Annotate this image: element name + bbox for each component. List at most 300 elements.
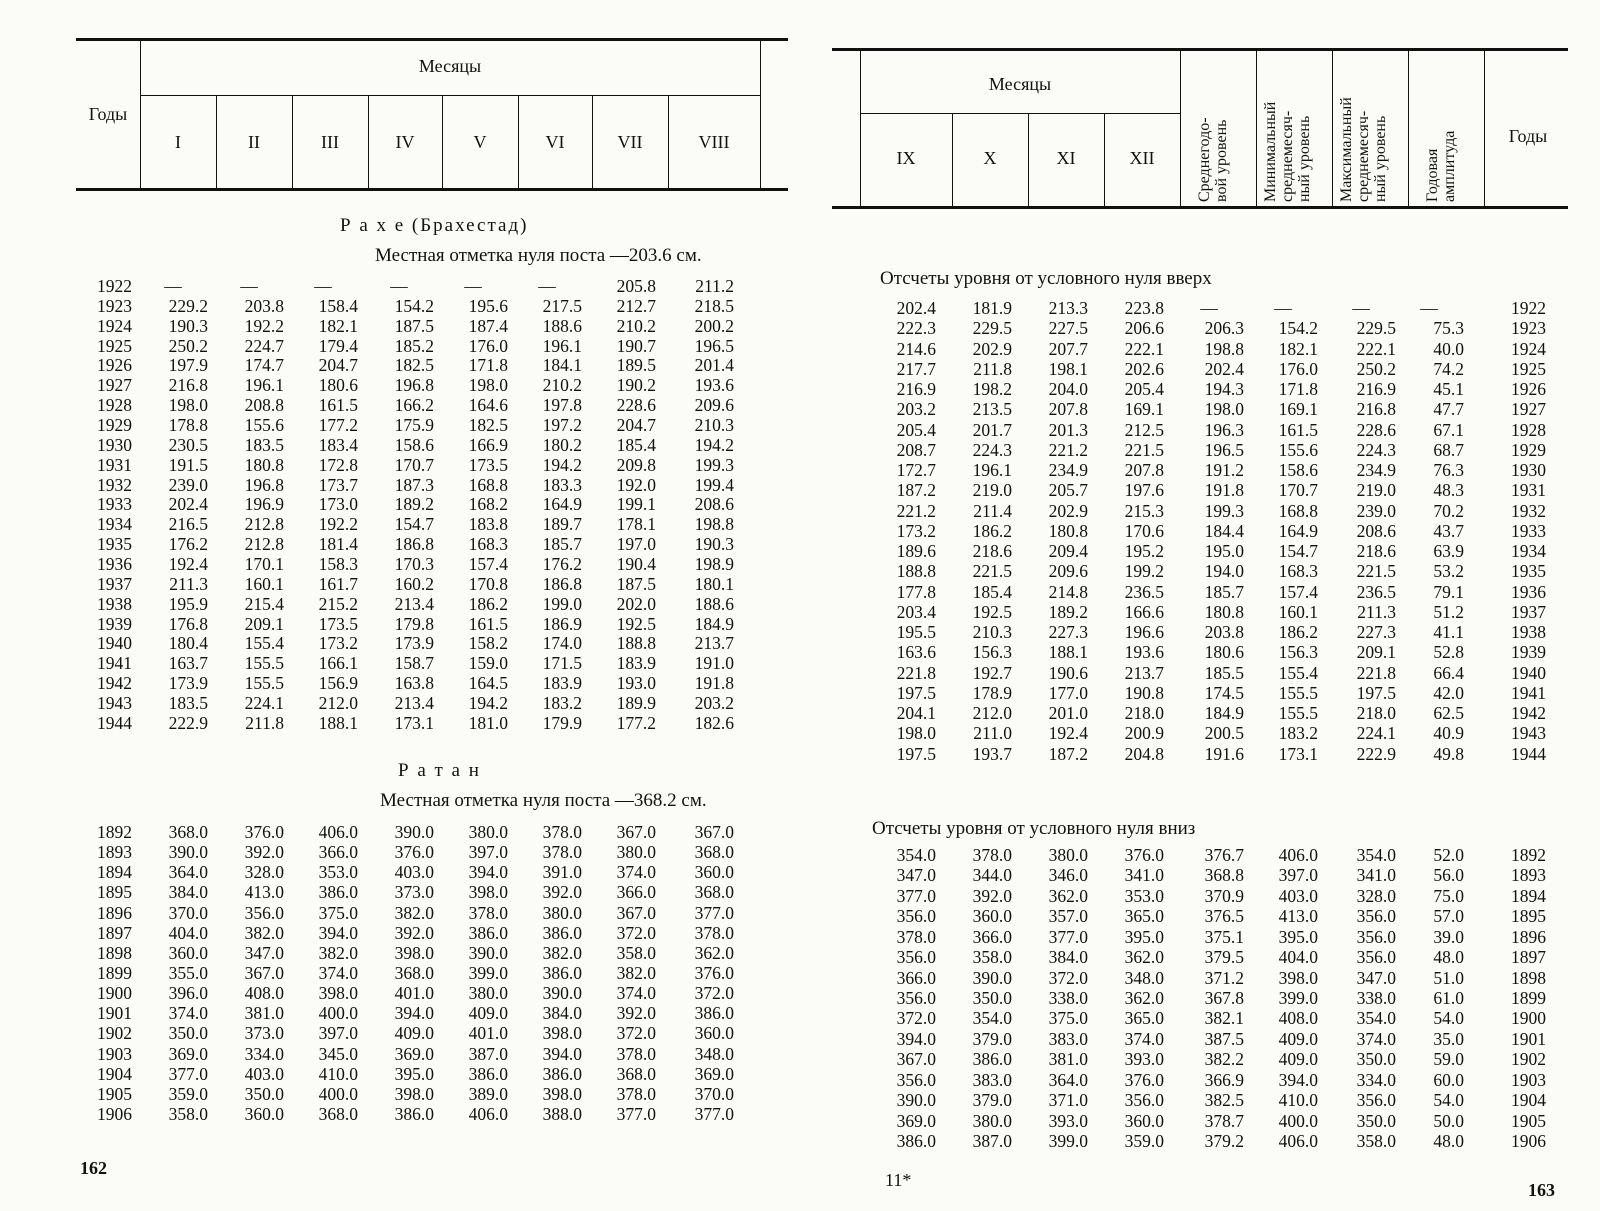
table-cell: 378.0: [896, 926, 936, 947]
table-cell: 328.0: [244, 862, 284, 883]
table-cell: 360.0: [244, 1103, 284, 1124]
table-cell: 392.0: [244, 842, 284, 863]
month-header-iii: III: [321, 132, 339, 152]
table-cell: 390.0: [168, 842, 208, 863]
table-cell: 196.8: [394, 375, 434, 396]
table-cell: 221.5: [1124, 439, 1164, 460]
table-cell: 1894: [97, 862, 132, 883]
table-cell: 170.3: [394, 554, 434, 575]
table-cell: 397.0: [468, 842, 508, 863]
table-cell: 369.0: [896, 1110, 936, 1131]
table-cell: 186.9: [542, 613, 582, 634]
table-cell: 211.4: [973, 500, 1012, 521]
table-cell: 48.0: [1433, 1131, 1464, 1152]
table-row: [860, 683, 1600, 703]
table-cell: 171.8: [468, 355, 508, 376]
table-cell: 368.8: [1204, 865, 1244, 886]
table-cell: 229.5: [972, 318, 1012, 339]
table-cell: 223.8: [1124, 298, 1164, 318]
table-cell: 222.9: [168, 712, 208, 733]
table-cell: 227.3: [1356, 622, 1396, 642]
table-cell: 376.5: [1204, 906, 1244, 927]
table-cell: 394.0: [468, 862, 508, 883]
table-cell: 354.0: [1356, 1008, 1396, 1029]
table-cell: 367.0: [244, 962, 284, 983]
table-cell: 210.3: [972, 622, 1012, 642]
table-cell: 67.1: [1433, 419, 1464, 440]
table-cell: 198.9: [694, 554, 734, 575]
table-row: [860, 318, 1600, 338]
table-cell: 51.2: [1433, 601, 1464, 622]
table-cell: 202.4: [896, 298, 936, 318]
table-cell: 224.3: [1356, 439, 1396, 460]
table-cell: 368.0: [616, 1063, 656, 1084]
table-cell: 374.0: [1124, 1028, 1164, 1049]
table-cell: 195.5: [896, 622, 936, 642]
table-row: [860, 379, 1600, 399]
table-cell: 178.8: [168, 415, 208, 436]
table-cell: 216.8: [168, 375, 208, 396]
table-cell: 395.0: [394, 1063, 434, 1084]
table-cell: 188.1: [1048, 642, 1088, 663]
table-cell: 406.0: [318, 822, 358, 842]
table-cell: 228.6: [616, 395, 656, 416]
table-cell: 392.0: [394, 922, 434, 943]
table-cell: 380.0: [1048, 845, 1088, 865]
table-cell: 372.0: [694, 983, 734, 1004]
table-cell: 180.8: [244, 454, 284, 475]
right-header-month-rule: [860, 113, 1180, 114]
table-cell: 382.0: [616, 962, 656, 983]
table-cell: 188.6: [542, 315, 582, 336]
table-cell: 384.0: [542, 1003, 582, 1024]
table-cell: 394.0: [394, 1003, 434, 1024]
table-cell: 154.2: [394, 295, 434, 316]
table-cell: 379.5: [1204, 947, 1244, 968]
table-cell: 390.0: [896, 1090, 936, 1111]
table-cell: 169.1: [1278, 399, 1318, 420]
table-cell: 201.3: [1048, 419, 1088, 440]
table-row: [860, 541, 1600, 561]
table-cell: 393.0: [1048, 1110, 1088, 1131]
table-cell: 357.0: [1048, 906, 1088, 927]
table-cell: 204.1: [896, 703, 936, 723]
table-cell: 185.2: [394, 335, 434, 356]
table-cell: 221.2: [896, 500, 936, 521]
table-cell: 180.4: [168, 633, 208, 654]
table-cell: 160.1: [244, 573, 284, 594]
station-datum-rahe: Местная отметка нуля поста —203.6 см.: [375, 245, 702, 266]
table-cell: 1942: [1511, 703, 1546, 723]
table-cell: 202.4: [168, 494, 208, 515]
table-cell: 383.0: [972, 1069, 1012, 1090]
table-row: [860, 602, 1600, 622]
table-cell: 1931: [1511, 480, 1546, 501]
table-row: [80, 633, 880, 653]
table-cell: 218.0: [1124, 703, 1164, 723]
table-cell: 183.5: [244, 434, 284, 455]
table-cell: 372.0: [616, 922, 656, 943]
table-cell: 211.3: [1357, 601, 1396, 622]
table-cell: 208.7: [896, 439, 936, 460]
table-row: [80, 963, 880, 983]
table-cell: 39.0: [1433, 926, 1464, 947]
table-cell: 181.9: [972, 298, 1012, 318]
table-cell: 1930: [1511, 460, 1546, 480]
table-cell: 408.0: [244, 983, 284, 1004]
table-cell: 163.6: [896, 642, 936, 663]
table-cell: 408.0: [1278, 1008, 1318, 1029]
month-header-vi: VI: [545, 132, 565, 152]
table-cell: 1938: [1511, 622, 1546, 642]
table-cell: 1927: [1511, 399, 1546, 420]
table-cell: 368.0: [168, 822, 208, 842]
table-cell: 219.0: [1356, 480, 1396, 501]
section-title-downward: Отсчеты уровня от условного нуля вниз: [872, 818, 1196, 839]
table-row: [860, 1090, 1600, 1110]
table-cell: 398.0: [542, 1023, 582, 1044]
table-cell: 338.0: [1356, 988, 1396, 1008]
table-cell: 399.0: [468, 962, 508, 983]
table-cell: 187.2: [1048, 743, 1088, 764]
table-cell: 75.0: [1433, 885, 1464, 906]
table-cell: 183.9: [616, 653, 656, 674]
table-cell: 341.0: [1356, 865, 1396, 886]
table-cell: 380.0: [468, 983, 508, 1004]
table-cell: 168.3: [468, 534, 508, 555]
table-cell: 375.0: [1048, 1008, 1088, 1029]
table-cell: 382.5: [1204, 1090, 1244, 1111]
table-cell: 1902: [1511, 1049, 1546, 1070]
table-cell: 1906: [1511, 1131, 1546, 1152]
table-cell: 201.7: [972, 419, 1012, 440]
table-cell: 195.2: [1124, 541, 1164, 561]
table-cell: 393.0: [1124, 1049, 1164, 1070]
table-cell: 156.9: [318, 673, 358, 694]
table-cell: 379.0: [972, 1090, 1012, 1111]
table-cell: 374.0: [318, 962, 358, 983]
table-row: [860, 642, 1600, 662]
right-months-header: Месяцы: [988, 74, 1052, 94]
table-cell: 54.0: [1433, 1008, 1464, 1029]
table-cell: 154.2: [1278, 318, 1318, 339]
table-cell: 185.4: [972, 581, 1012, 602]
table-cell: 381.0: [244, 1003, 284, 1024]
table-cell: 348.0: [694, 1043, 734, 1064]
table-cell: 382.1: [1204, 1008, 1244, 1029]
table-cell: 184.1: [542, 355, 582, 376]
table-cell: 212.0: [318, 693, 358, 714]
table-cell: 403.0: [394, 862, 434, 883]
table-cell: 190.3: [694, 534, 734, 555]
table-cell: 377.0: [1048, 926, 1088, 947]
table-cell: 1925: [1511, 358, 1546, 379]
table-row: [860, 1049, 1600, 1069]
table-cell: 202.6: [1124, 358, 1164, 379]
table-cell: 410.0: [1278, 1090, 1318, 1111]
table-cell: 168.8: [468, 474, 508, 495]
table-cell: 370.0: [694, 1083, 734, 1104]
table-cell: 1932: [1511, 500, 1546, 521]
table-cell: 1937: [97, 573, 132, 594]
table-cell: 380.0: [468, 822, 508, 842]
table-cell: 398.0: [394, 942, 434, 963]
table-cell: 379.0: [972, 1028, 1012, 1049]
table-cell: 180.6: [1204, 642, 1244, 663]
table-cell: 346.0: [1048, 865, 1088, 886]
table-cell: 353.0: [1124, 885, 1164, 906]
table-cell: 384.0: [1048, 947, 1088, 968]
table-cell: 375.0: [318, 902, 358, 923]
table-cell: 212.5: [1124, 419, 1164, 440]
table-cell: 53.2: [1433, 561, 1464, 582]
table-cell: 192.0: [616, 474, 656, 495]
table-cell: 400.0: [318, 1003, 358, 1024]
table-cell: 409.0: [1278, 1028, 1318, 1049]
table-cell: 347.0: [244, 942, 284, 963]
table-cell: 189.7: [542, 514, 582, 535]
table-cell: 192.4: [1048, 723, 1088, 744]
table-cell: 197.5: [1356, 682, 1396, 703]
table-cell: 206.6: [1124, 318, 1164, 339]
table-cell: 192.7: [972, 662, 1012, 683]
table-cell: 374.0: [616, 862, 656, 883]
table-row: [80, 673, 880, 693]
table-cell: 374.0: [168, 1003, 208, 1024]
table-cell: 360.0: [972, 906, 1012, 927]
table-cell: 221.8: [1356, 662, 1396, 683]
table-cell: 382.0: [244, 922, 284, 943]
table-cell: 382.2: [1204, 1049, 1244, 1070]
table-cell: 156.3: [1278, 642, 1318, 663]
right-header-divider: [1180, 50, 1181, 206]
table-cell: 397.0: [1278, 865, 1318, 886]
table-cell: 183.3: [542, 474, 582, 495]
table-cell: 1892: [97, 822, 132, 842]
table-cell: 234.9: [1356, 460, 1396, 480]
table-cell: 1901: [97, 1003, 132, 1024]
table-cell: 413.0: [1278, 906, 1318, 927]
table-cell: 401.0: [394, 983, 434, 1004]
table-cell: 394.0: [542, 1043, 582, 1064]
table-cell: 177.2: [318, 415, 358, 436]
table-cell: 190.7: [616, 335, 656, 356]
table-cell: 173.9: [168, 673, 208, 694]
table-row: [80, 296, 880, 316]
table-cell: 163.8: [394, 673, 434, 694]
table-cell: 354.0: [1356, 845, 1396, 865]
month-header-iv: IV: [395, 132, 415, 152]
table-cell: 168.8: [1278, 500, 1318, 521]
table-cell: 195.6: [468, 295, 508, 316]
table-cell: 354.0: [896, 845, 936, 865]
table-cell: 409.0: [1278, 1049, 1318, 1070]
right-header-divider: [1256, 50, 1257, 206]
table-row: [860, 703, 1600, 723]
table-cell: 1922: [1511, 298, 1546, 318]
table-row: [860, 622, 1600, 642]
table-cell: 200.2: [694, 315, 734, 336]
table-cell: 193.6: [1124, 642, 1164, 663]
table-cell: 1897: [97, 922, 132, 943]
table-cell: 168.3: [1278, 561, 1318, 582]
table-cell: 186.2: [468, 593, 508, 614]
table-cell: 1895: [97, 882, 132, 903]
table-cell: 1933: [1511, 520, 1546, 541]
table-cell: 218.6: [972, 541, 1012, 561]
table-cell: 173.2: [318, 633, 358, 654]
table-cell: 356.0: [896, 906, 936, 927]
table-cell: 185.5: [1204, 662, 1244, 683]
table-cell: 188.8: [896, 561, 936, 582]
table-cell: 396.0: [168, 983, 208, 1004]
table-cell: 409.0: [468, 1003, 508, 1024]
table-cell: 379.2: [1204, 1131, 1244, 1152]
table-cell: 189.5: [616, 355, 656, 376]
table-cell: 356.0: [1124, 1090, 1164, 1111]
table-cell: 187.4: [468, 315, 508, 336]
table-cell: 380.0: [542, 902, 582, 923]
table-cell: 48.0: [1433, 947, 1464, 968]
table-row: [860, 480, 1600, 500]
table-cell: 196.5: [694, 335, 734, 356]
table-cell: 229.2: [168, 295, 208, 316]
table-cell: 45.1: [1433, 379, 1464, 399]
left-header-month-rule: [140, 95, 760, 96]
table-cell: 386.0: [972, 1049, 1012, 1070]
table-cell: 196.6: [1124, 622, 1164, 642]
table-cell: 369.0: [168, 1043, 208, 1064]
table-cell: 348.0: [1124, 967, 1164, 988]
table-cell: 170.7: [1278, 480, 1318, 501]
table-cell: —: [314, 276, 332, 296]
table-cell: 1903: [97, 1043, 132, 1064]
table-cell: 356.0: [1356, 1090, 1396, 1111]
table-cell: 1905: [97, 1083, 132, 1104]
table-cell: 368.0: [318, 1103, 358, 1124]
table-cell: 381.0: [1048, 1049, 1088, 1070]
table-cell: 370.9: [1204, 885, 1244, 906]
table-cell: 173.1: [1278, 743, 1318, 764]
table-cell: 1937: [1511, 601, 1546, 622]
table-cell: 375.1: [1204, 926, 1244, 947]
table-cell: 197.5: [896, 682, 936, 703]
table-row: [80, 475, 880, 495]
table-cell: 202.4: [1204, 358, 1244, 379]
table-cell: 179.4: [318, 335, 358, 356]
table-cell: 370.0: [168, 902, 208, 923]
table-cell: 338.0: [1048, 988, 1088, 1008]
table-cell: 187.2: [896, 480, 936, 501]
table-cell: 222.1: [1124, 338, 1164, 359]
table-cell: 176.8: [168, 613, 208, 634]
table-cell: 204.8: [1124, 743, 1164, 764]
table-cell: 366.0: [972, 926, 1012, 947]
table-cell: 188.6: [694, 593, 734, 614]
table-cell: 1902: [97, 1023, 132, 1044]
table-row: [860, 1029, 1600, 1049]
table-cell: 194.2: [542, 454, 582, 475]
table-row: [80, 554, 880, 574]
table-row: [80, 1064, 880, 1084]
table-cell: 188.8: [616, 633, 656, 654]
table-cell: 169.1: [1124, 399, 1164, 420]
table-cell: 175.9: [394, 415, 434, 436]
table-cell: 158.7: [394, 653, 434, 674]
table-cell: 164.9: [542, 494, 582, 515]
table-cell: 1924: [97, 315, 132, 336]
table-cell: 228.6: [1356, 419, 1396, 440]
table-cell: 386.0: [896, 1131, 936, 1152]
table-cell: 209.1: [1356, 642, 1396, 663]
table-cell: 392.0: [972, 885, 1012, 906]
table-cell: 395.0: [1124, 926, 1164, 947]
table-cell: 215.3: [1124, 500, 1164, 521]
table-cell: 386.0: [394, 1103, 434, 1124]
table-cell: 170.7: [394, 454, 434, 475]
table-cell: 362.0: [694, 942, 734, 963]
table-cell: 185.7: [1204, 581, 1244, 602]
table-cell: 1901: [1511, 1028, 1546, 1049]
table-row: [80, 1003, 880, 1023]
table-cell: 212.8: [244, 514, 284, 535]
table-cell: 191.6: [1204, 743, 1244, 764]
table-cell: 334.0: [244, 1043, 284, 1064]
table-cell: 376.0: [1124, 1069, 1164, 1090]
table-cell: 154.7: [394, 514, 434, 535]
table-cell: 190.3: [168, 315, 208, 336]
table-cell: 194.2: [694, 434, 734, 455]
table-cell: 187.5: [394, 315, 434, 336]
table-cell: 239.0: [168, 474, 208, 495]
table-cell: 1935: [97, 534, 132, 555]
table-cell: 390.0: [468, 942, 508, 963]
table-cell: 382.0: [394, 902, 434, 923]
table-cell: 398.0: [1278, 967, 1318, 988]
col-header-min-level: Минимальный среднемесяч- ный уровень: [1262, 101, 1313, 202]
table-cell: 227.5: [1048, 318, 1088, 339]
table-cell: 386.0: [542, 1063, 582, 1084]
table-cell: 214.6: [896, 338, 936, 359]
table-cell: 404.0: [168, 922, 208, 943]
table-cell: 377.0: [694, 902, 734, 923]
table-row: [80, 862, 880, 882]
table-cell: 210.2: [542, 375, 582, 396]
table-cell: 79.1: [1433, 581, 1464, 602]
table-cell: 173.7: [318, 474, 358, 495]
table-row: [80, 614, 880, 634]
table-cell: 380.0: [972, 1110, 1012, 1131]
table-cell: 205.8: [616, 276, 656, 296]
table-cell: 208.6: [694, 494, 734, 515]
table-cell: 384.0: [168, 882, 208, 903]
table-cell: 155.5: [244, 653, 284, 674]
table-cell: 155.4: [1278, 662, 1318, 683]
table-row: [860, 1111, 1600, 1131]
table-cell: 1899: [1511, 988, 1546, 1008]
table-cell: 197.8: [542, 395, 582, 416]
table-cell: 211.3: [169, 573, 208, 594]
table-cell: 386.0: [542, 962, 582, 983]
right-years-header: Годы: [1508, 126, 1548, 146]
table-cell: 52.0: [1433, 845, 1464, 865]
table-cell: 54.0: [1433, 1090, 1464, 1111]
table-cell: 239.0: [1356, 500, 1396, 521]
table-cell: 364.0: [1048, 1069, 1088, 1090]
table-cell: 194.0: [1204, 561, 1244, 582]
table-cell: 1893: [1511, 865, 1546, 886]
table-cell: 179.8: [394, 613, 434, 634]
